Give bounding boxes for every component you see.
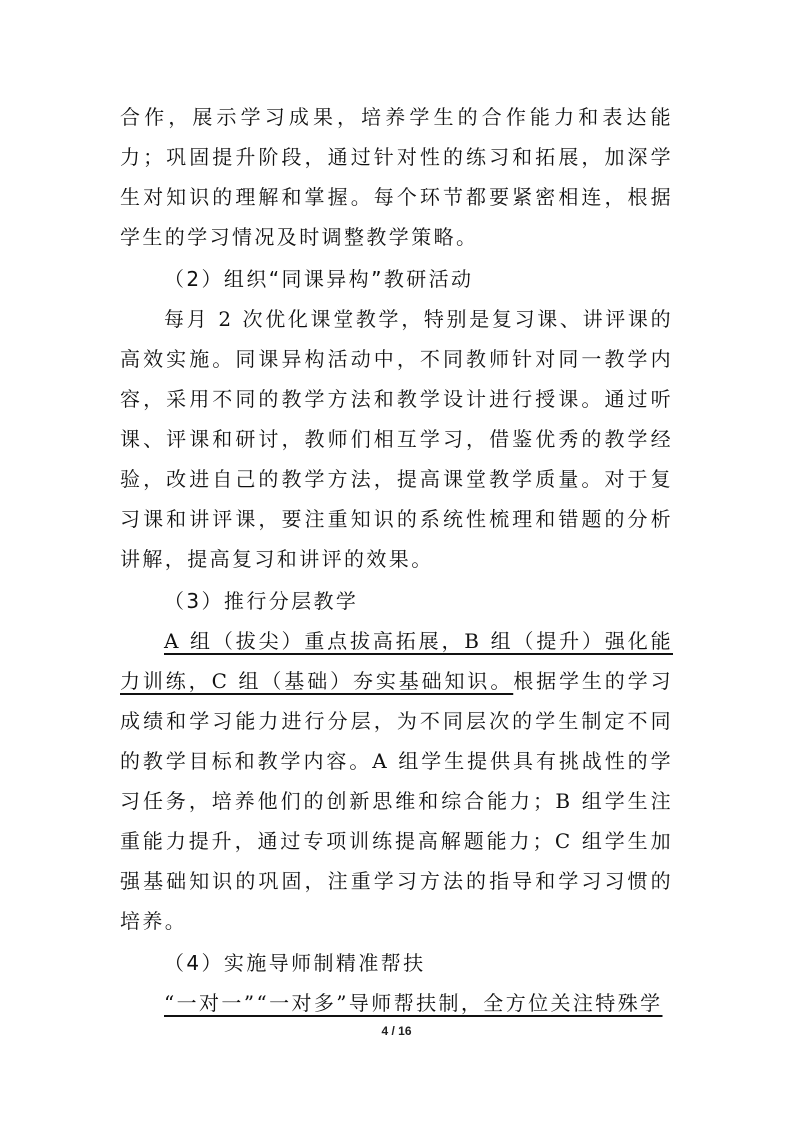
paragraph-mentor-system <box>120 983 673 1023</box>
document-body <box>120 97 673 1023</box>
paragraph-layered-teaching <box>120 621 673 941</box>
paragraph-tongke-yigou: 每月 2 次优化课堂教学，特别是复习课、讲评课的高效实施。同课异构活动中，不同教师针对同一教学内容，采用不同的教学方法和教学设计进行授课。通过听课、评课和研讨，教师们相互学习，借鉴优秀的教学经验，改进自己的教学方法，提高课堂教学质量。对于复习课和讲评课，要注重知识的系统性梳理和错题的分析讲解，提高复习和讲评的效果。 <box>120 307 673 571</box>
underlined-mentor-summary: “一对一”“一对多”导师帮扶制，全方位关注特殊学 <box>164 991 663 1015</box>
section-heading-3: （3）推行分层教学 <box>164 589 359 613</box>
paragraph-continuation: 合作，展示学习成果，培养学生的合作能力和表达能力；巩固提升阶段，通过针对性的练习和拓展，加深学生对知识的理解和掌握。每个环节都要紧密相连，根据学生的学习情况及时调整教学策略。 <box>120 105 673 249</box>
layered-teaching-details: 根据学生的学习成绩和学习能力进行分层，为不同层次的学生制定不同的教学目标和教学内容。A 组学生提供具有挑战性的学习任务，培养他们的创新思维和综合能力；B 组学生注重能力提升，通过专项训练提高解题能力；C 组学生加强基础知识的巩固，注重学习方法的指导和学习习惯的培养。 <box>120 669 673 933</box>
section-heading-4: （4）实施导师制精准帮扶 <box>164 951 426 975</box>
underlined-group-summary: A 组（拔尖）重点拔高拓展，B 组（提升）强化能力训练，C 组（基础）夯实基础知识。 <box>120 629 673 693</box>
page-number: 4 / 16 <box>381 1024 412 1038</box>
section-heading-2: （2）组织“同课异构”教研活动 <box>164 267 474 291</box>
